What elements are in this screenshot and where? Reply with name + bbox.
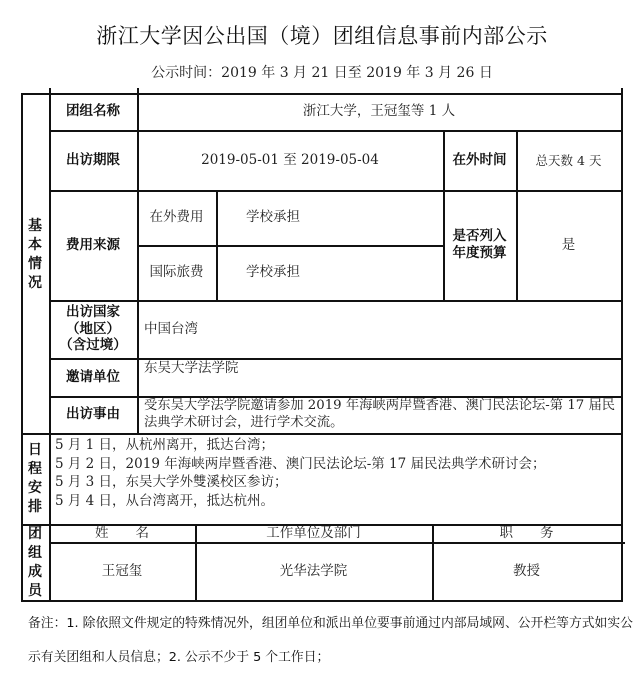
abroad-cost-value: 学校承担 [246, 209, 300, 225]
intl-travel-label: 国际旅费 [149, 264, 204, 280]
section-label-basic-info [21, 215, 49, 295]
intl-travel-value: 学校承担 [246, 264, 300, 280]
members-header-unit: 工作单位及部门 [266, 524, 361, 541]
members-header-title: 职 务 [499, 524, 554, 541]
schedule-item: 5 月 2 日，2019 年海峡两岸暨香港、澳门民法论坛-第 17 届民法典学术研讨会； [55, 455, 546, 472]
member-name: 王冠玺 [101, 562, 143, 579]
member-unit: 光华法学院 [279, 562, 348, 579]
schedule-item: 5 月 1 日，从杭州离开，抵达台湾； [55, 437, 275, 453]
section-label-schedule [21, 437, 49, 521]
schedule-item: 5 月 4 日，从台湾离开，抵达杭州。 [55, 492, 275, 509]
time-abroad-value: 总天数 4 天 [535, 152, 602, 168]
notice-period: 公示时间：2019 年 3 月 21 日至 2019 年 3 月 26 日 [151, 65, 493, 81]
members-header-name: 姓 名 [95, 524, 149, 541]
destination-label [49, 300, 137, 358]
destination-label-line2: （地区） [66, 320, 120, 337]
section-char: 员 [28, 583, 42, 599]
note-line-1: 备注：1. 除依照文件规定的特殊情况外，组团单位和派出单位要事前通过内部局域网、公开栏等方式如实公 [28, 616, 633, 631]
page-title: 浙江大学因公出国（境）团组信息事前内部公示 [96, 24, 548, 48]
note-line-2: 示有关团组和人员信息；2. 公示不少于 5 个工作日； [28, 650, 330, 665]
section-char: 团 [28, 526, 42, 542]
section-char: 安 [28, 480, 42, 496]
member-title: 教授 [513, 562, 540, 579]
section-char: 本 [28, 237, 42, 253]
destination-value: 中国台湾 [144, 320, 198, 337]
section-char: 基 [28, 218, 42, 234]
row-divider [21, 433, 622, 435]
budget-label-line2: 年度预算 [452, 245, 507, 261]
inviter-value: 东吴大学法学院 [144, 360, 239, 376]
time-abroad-label: 在外时间 [452, 151, 507, 168]
destination-label-line1: 出访国家 [66, 304, 120, 321]
purpose-value: 受东吴大学法学院邀请参加 2019 年海峡两岸暨香港、澳门民法论坛-第 17 届民法典学术研讨会，进行学术交流。 [144, 398, 616, 430]
section-char: 情 [28, 256, 42, 272]
table-border-right [621, 88, 623, 602]
inviter-label: 邀请单位 [66, 368, 120, 385]
section-char: 程 [28, 461, 42, 477]
visit-period-value: 2019-05-01 至 2019-05-04 [201, 151, 379, 168]
section-char: 日 [28, 442, 42, 458]
abroad-cost-label: 在外费用 [149, 209, 204, 225]
budget-label [443, 190, 516, 300]
section-char: 排 [28, 499, 42, 515]
budget-value: 是 [561, 236, 576, 253]
group-name-label: 团组名称 [66, 103, 120, 119]
visit-period-label: 出访期限 [66, 151, 120, 168]
schedule-item: 5 月 3 日，东吴大学外雙溪校区参访； [55, 474, 288, 490]
section-char: 况 [28, 275, 42, 291]
funding-label: 费用来源 [66, 236, 120, 253]
budget-label-line1: 是否列入 [452, 228, 507, 244]
group-name-value: 浙江大学，王冠玺等 1 人 [302, 103, 456, 119]
purpose-label: 出访事由 [66, 406, 120, 422]
section-label-members [21, 526, 49, 600]
destination-label-line3: （含过境） [59, 337, 127, 354]
section-char: 组 [28, 545, 42, 561]
section-char: 成 [28, 564, 42, 580]
schedule-list [55, 436, 546, 510]
table-border-bottom [21, 600, 622, 602]
